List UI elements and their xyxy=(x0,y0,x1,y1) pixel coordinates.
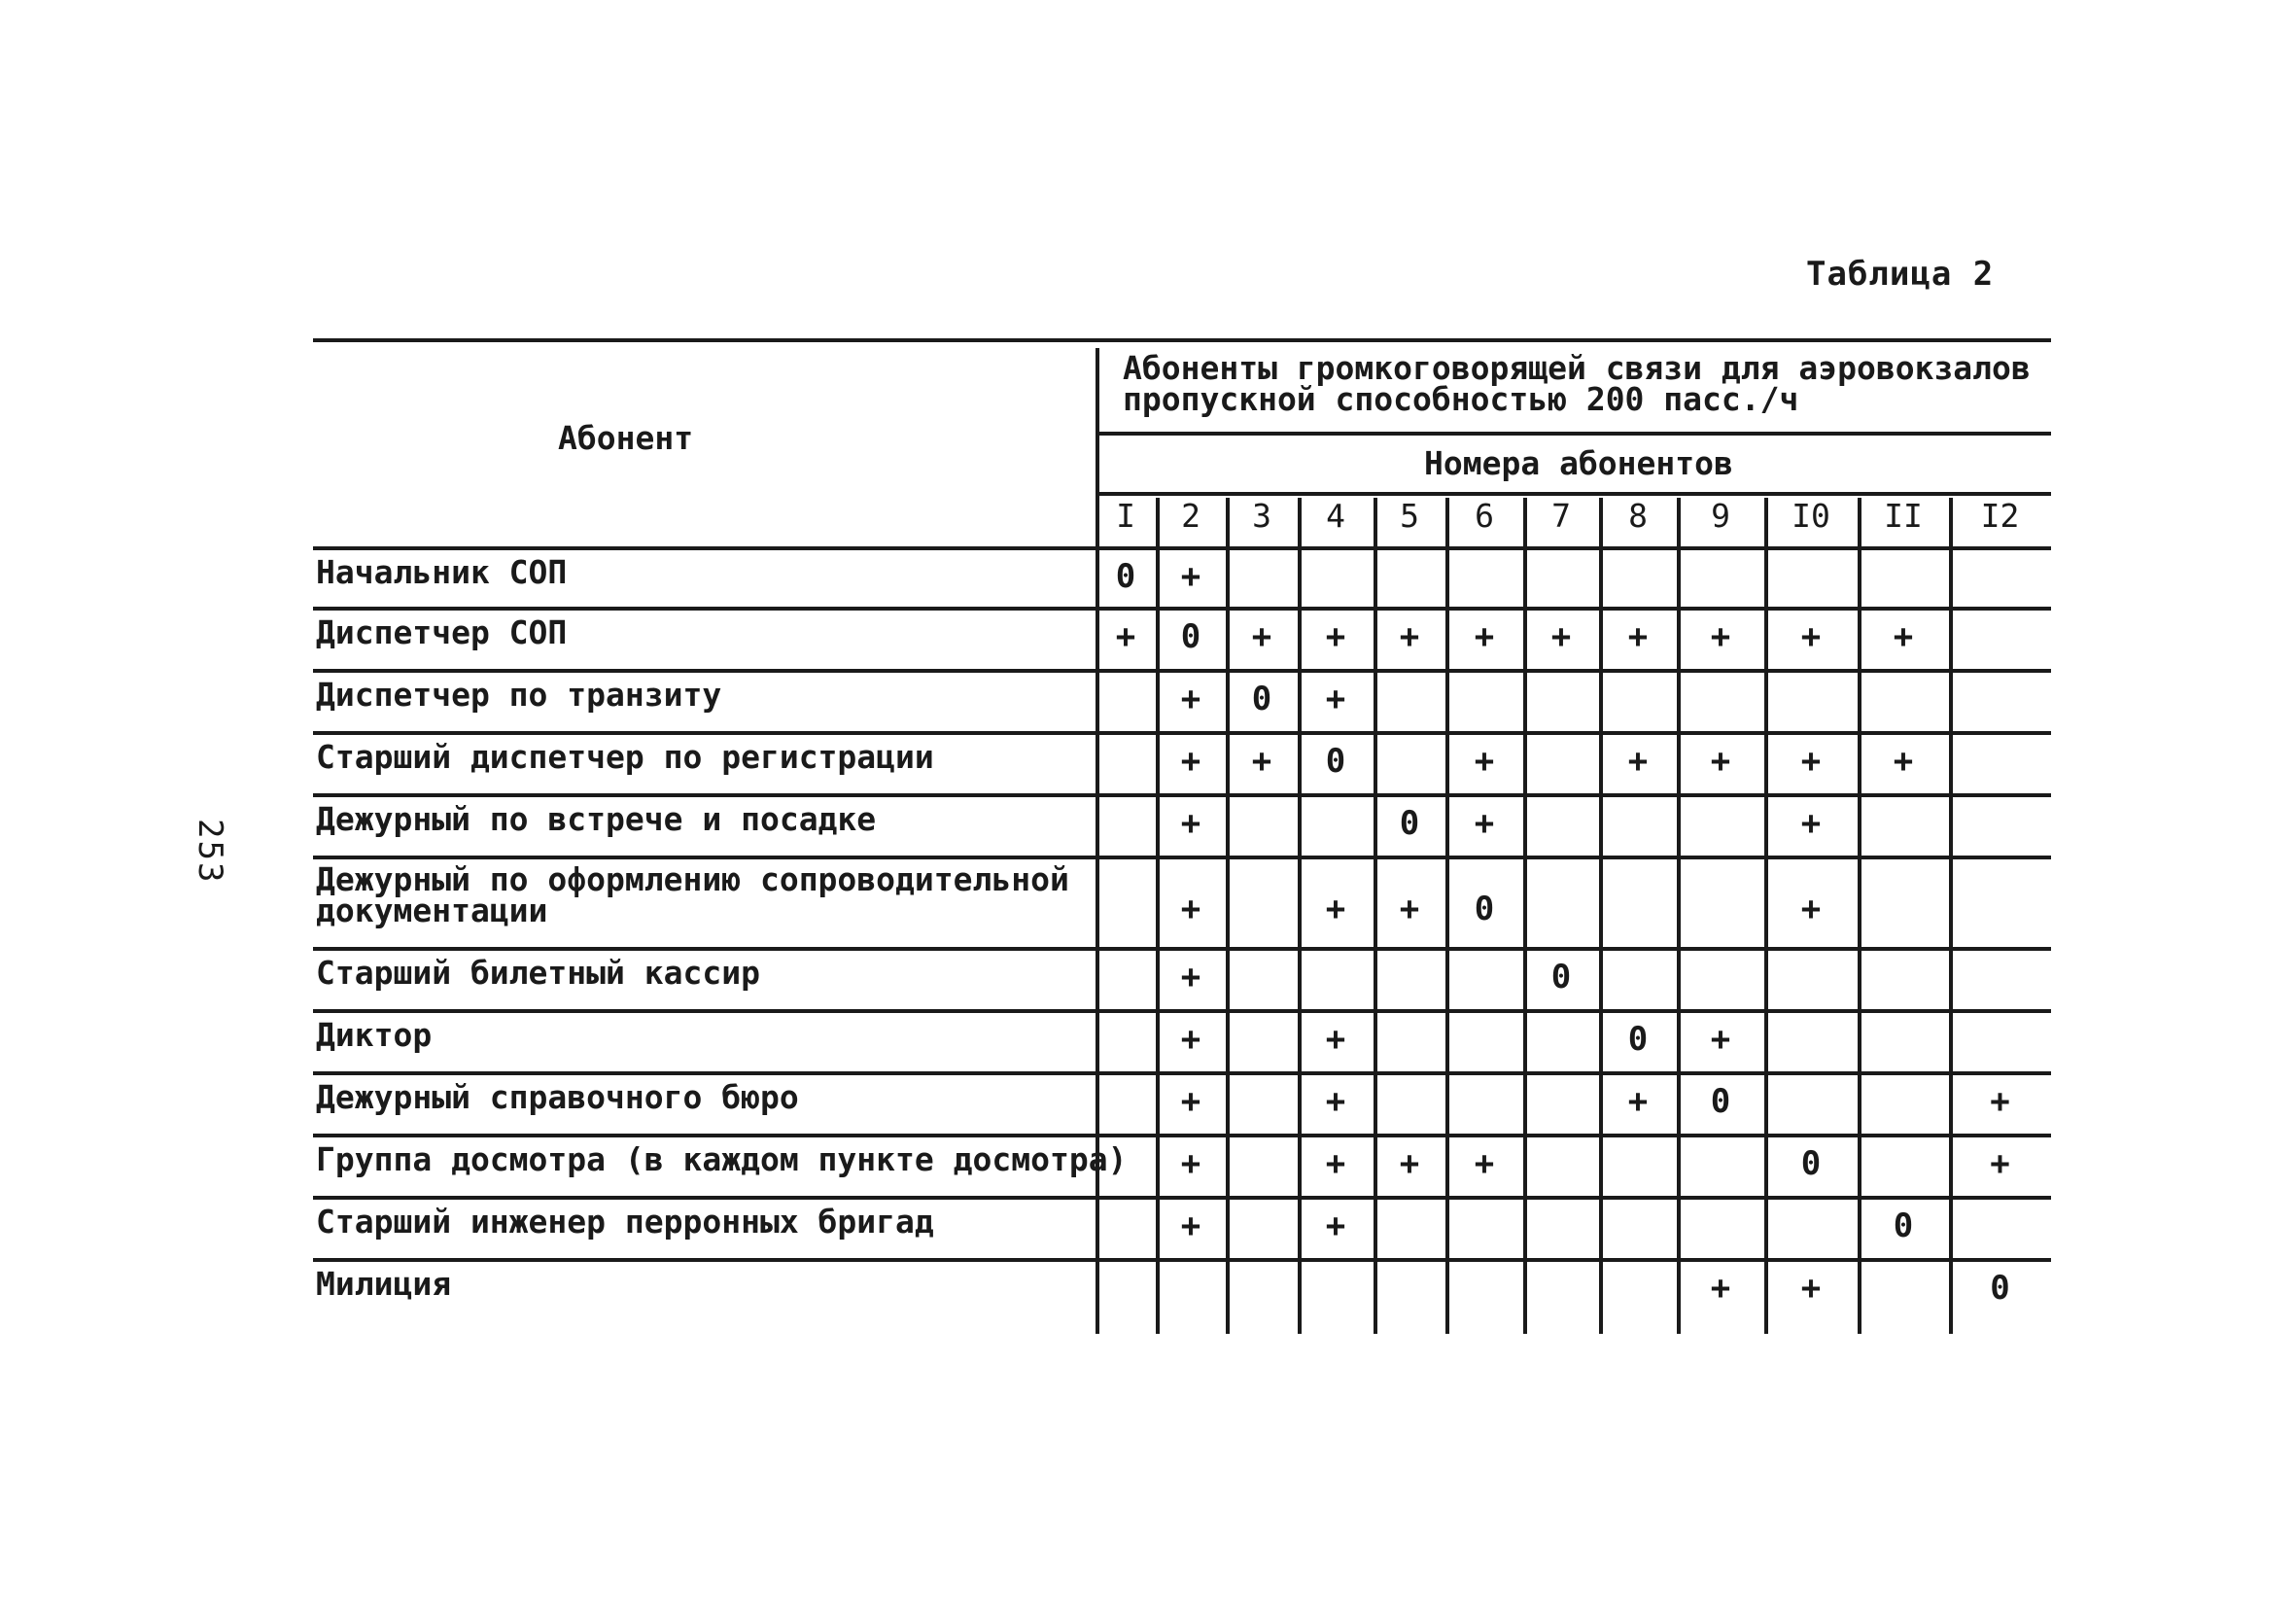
mark-cell: + xyxy=(1325,1144,1346,1183)
row-label: Дежурный справочного бюро xyxy=(316,1078,799,1116)
mark-cell: + xyxy=(1399,1144,1420,1183)
mark-cell: + xyxy=(1325,890,1346,928)
mark-cell: 0 xyxy=(1325,742,1346,781)
column-divider xyxy=(1298,498,1302,1334)
numbers-title-rule xyxy=(1096,492,2051,496)
column-divider xyxy=(1677,498,1681,1334)
mark-cell: + xyxy=(1325,617,1346,656)
mark-cell: 0 xyxy=(1180,617,1201,656)
row-rule xyxy=(313,669,2051,673)
mark-cell: + xyxy=(1990,1144,2010,1183)
mark-cell: + xyxy=(1474,804,1495,843)
mark-cell: 0 xyxy=(1800,1144,1822,1183)
mark-cell: + xyxy=(1180,958,1201,996)
mark-cell: + xyxy=(1474,742,1495,781)
mark-cell: + xyxy=(1800,890,1822,928)
row-rule xyxy=(313,947,2051,951)
mark-cell: + xyxy=(1893,617,1914,656)
mark-cell: + xyxy=(1893,742,1914,781)
row-label: Группа досмотра (в каждом пункте досмотра) xyxy=(316,1140,1128,1178)
mark-cell: + xyxy=(1550,617,1572,656)
header-group-title-2: пропускной способностью 200 пасс./ч xyxy=(1123,380,1799,418)
mark-cell: + xyxy=(1627,742,1649,781)
column-number: 4 xyxy=(1326,497,1345,535)
mark-cell: + xyxy=(1180,742,1201,781)
mark-cell: + xyxy=(1800,1269,1822,1308)
row-label: документации xyxy=(316,891,548,929)
column-divider xyxy=(1949,498,1953,1334)
mark-cell: 0 xyxy=(1474,890,1495,928)
column-divider xyxy=(1599,498,1603,1334)
mark-cell: + xyxy=(1180,890,1201,928)
mark-cell: + xyxy=(1627,1082,1649,1121)
mark-cell: + xyxy=(1474,617,1495,656)
header-subscriber: Абонент xyxy=(558,419,694,457)
row-rule xyxy=(313,793,2051,797)
mark-cell: + xyxy=(1180,804,1201,843)
mark-cell: + xyxy=(1990,1082,2010,1121)
mark-cell: + xyxy=(1710,1269,1731,1308)
column-number: 9 xyxy=(1711,497,1730,535)
column-divider xyxy=(1523,498,1527,1334)
mark-cell: + xyxy=(1800,804,1822,843)
mark-cell: + xyxy=(1251,742,1272,781)
mark-cell: 0 xyxy=(1990,1269,2010,1308)
column-number: I2 xyxy=(1980,497,2020,535)
column-divider xyxy=(1764,498,1768,1334)
row-rule xyxy=(313,1009,2051,1013)
mark-cell: + xyxy=(1399,890,1420,928)
row-label: Дежурный по встрече и посадке xyxy=(316,800,877,838)
mark-cell: + xyxy=(1627,617,1649,656)
mark-cell: + xyxy=(1710,742,1731,781)
mark-cell: 0 xyxy=(1893,1206,1914,1245)
column-number: I0 xyxy=(1792,497,1830,535)
mark-cell: 0 xyxy=(1399,804,1420,843)
header-group-title: Абоненты громкоговорящей связи для аэровокзалов xyxy=(1123,349,2031,387)
mark-cell: + xyxy=(1180,1206,1201,1245)
mark-cell: + xyxy=(1180,680,1201,718)
row-label: Диспетчер СОП xyxy=(316,613,568,651)
row-label: Милиция xyxy=(316,1265,452,1303)
mark-cell: 0 xyxy=(1627,1020,1649,1059)
header-numbers-title: Номера абонентов xyxy=(1424,444,1733,482)
row-rule xyxy=(313,731,2051,735)
mark-cell: 0 xyxy=(1251,680,1272,718)
row-rule xyxy=(313,1071,2051,1075)
column-number: 8 xyxy=(1628,497,1648,535)
mark-cell: + xyxy=(1180,1144,1201,1183)
mark-cell: 0 xyxy=(1115,557,1136,596)
column-number: I xyxy=(1116,497,1135,535)
row-label: Диспетчер по транзиту xyxy=(316,676,722,714)
mark-cell: + xyxy=(1800,742,1822,781)
row-rule xyxy=(313,1196,2051,1200)
column-number: 7 xyxy=(1551,497,1571,535)
row-label: Дежурный по оформлению сопроводительной xyxy=(316,860,1069,898)
row-rule xyxy=(313,1134,2051,1137)
column-number: 3 xyxy=(1252,497,1271,535)
column-divider xyxy=(1156,498,1160,1334)
column-number: 5 xyxy=(1400,497,1419,535)
column-divider xyxy=(1445,498,1449,1334)
mark-cell: + xyxy=(1325,1206,1346,1245)
label-column-divider xyxy=(1096,348,1099,1334)
mark-cell: + xyxy=(1399,617,1420,656)
row-label: Начальник СОП xyxy=(316,553,568,591)
row-rule xyxy=(313,1258,2051,1262)
mark-cell: 0 xyxy=(1550,958,1572,996)
row-rule xyxy=(313,607,2051,611)
mark-cell: + xyxy=(1474,1144,1495,1183)
mark-cell: 0 xyxy=(1710,1082,1731,1121)
table-caption: Таблица 2 xyxy=(1806,255,1995,294)
row-rule xyxy=(313,856,2051,859)
mark-cell: + xyxy=(1115,617,1136,656)
column-divider xyxy=(1226,498,1230,1334)
mark-cell: + xyxy=(1710,1020,1731,1059)
mark-cell: + xyxy=(1251,617,1272,656)
column-number: 6 xyxy=(1475,497,1494,535)
header-bottom-rule xyxy=(313,546,2051,550)
column-number: 2 xyxy=(1181,497,1200,535)
column-number: II xyxy=(1884,497,1923,535)
mark-cell: + xyxy=(1180,1020,1201,1059)
page-number: 253 xyxy=(191,819,229,885)
row-label: Старший билетный кассир xyxy=(316,954,760,992)
column-divider xyxy=(1374,498,1377,1334)
column-divider xyxy=(1858,498,1861,1334)
mark-cell: + xyxy=(1710,617,1731,656)
mark-cell: + xyxy=(1180,557,1201,596)
mark-cell: + xyxy=(1325,1082,1346,1121)
row-label: Диктор xyxy=(316,1016,433,1054)
mark-cell: + xyxy=(1800,617,1822,656)
row-label: Старший диспетчер по регистрации xyxy=(316,738,934,776)
table-top-rule xyxy=(313,338,2051,342)
row-label: Старший инженер перронных бригад xyxy=(316,1203,934,1241)
mark-cell: + xyxy=(1325,1020,1346,1059)
group-title-rule xyxy=(1096,432,2051,436)
mark-cell: + xyxy=(1325,680,1346,718)
mark-cell: + xyxy=(1180,1082,1201,1121)
